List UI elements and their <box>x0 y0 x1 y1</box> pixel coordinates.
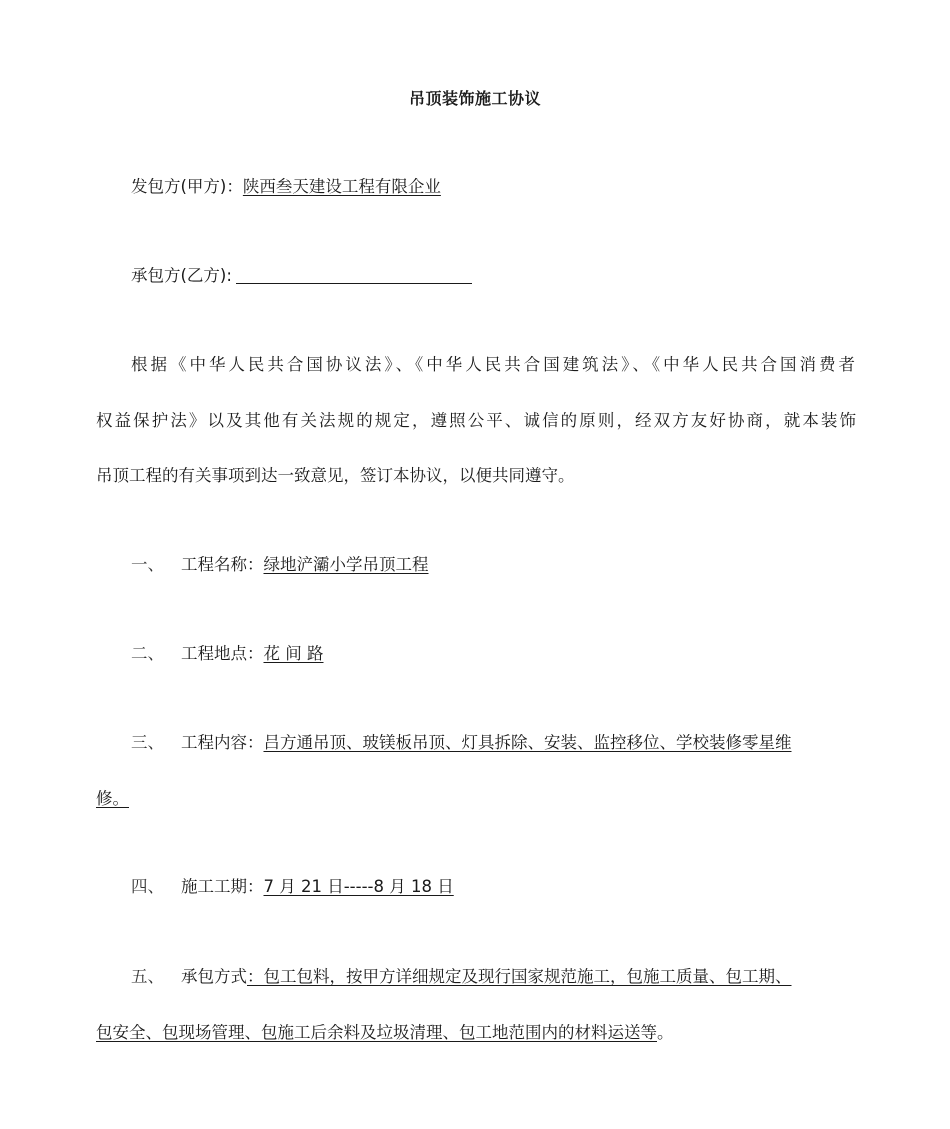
clause-4-num: 四、 <box>131 877 164 896</box>
party-b-blank <box>236 265 472 284</box>
clause-1-label: 工程名称： <box>181 555 264 574</box>
clause-2-num: 二、 <box>131 644 164 663</box>
clause-5 <box>96 966 856 988</box>
clause-3-num: 三、 <box>131 733 164 752</box>
clause-2-label: 工程地点： <box>181 644 264 663</box>
clause-4-label: 施工工期： <box>181 877 264 896</box>
clause-5-continued <box>96 1022 856 1044</box>
party-b-label: 承包方(乙方): <box>131 266 232 285</box>
clause-1-value: 绿地浐灞小学吊顶工程 <box>263 555 429 574</box>
clause-1 <box>96 554 891 576</box>
clause-5-num: 五、 <box>131 967 164 986</box>
party-b-line <box>96 265 891 287</box>
clause-4-value: 7 月 21 日-----8 月 18 日 <box>263 877 454 896</box>
clause-3-continued <box>96 788 856 810</box>
clause-4 <box>96 876 891 898</box>
clause-1-num: 一、 <box>131 555 164 574</box>
clause-3 <box>96 732 856 754</box>
clause-2-value: 花 间 路 <box>263 644 324 663</box>
clause-5-value-line2-end: 。 <box>657 1023 674 1042</box>
clause-3-value-line1: 吕方通吊顶、玻镁板吊顶、灯具拆除、安装、监控移位、学校装修零星维 <box>263 733 792 752</box>
clause-5-value-line1: ：包工包料，按甲方详细规定及现行国家规范施工，包施工质量、包工期、 <box>247 967 792 986</box>
clause-3-label: 工程内容： <box>181 733 264 752</box>
document-title: 吊顶装饰施工协议 <box>408 89 541 108</box>
party-a-value: 陕西叁天建设工程有限企业 <box>242 177 441 196</box>
clause-2 <box>96 643 891 665</box>
preamble-line-2: 权益保护法》以及其他有关法规的规定，遵照公平、诚信的原则，经双方友好协商，就本装饰 <box>96 411 856 430</box>
clause-5-label: 承包方式 <box>181 967 247 986</box>
clause-5-value-line2: 包安全、包现场管理、包施工后余料及垃圾清理、包工地范围内的材料运送等 <box>96 1023 657 1042</box>
party-a-line <box>96 176 891 198</box>
preamble-line-1: 根据《中华人民共合国协议法》、《中华人民共合国建筑法》、《中华人民共合国消费者 <box>131 355 855 374</box>
clause-3-value-line2: 修。 <box>96 789 129 808</box>
preamble-line-3: 吊顶工程的有关事项到达一致意见，签订本协议，以便共同遵守。 <box>96 466 575 485</box>
party-a-label: 发包方(甲方)： <box>131 177 243 196</box>
